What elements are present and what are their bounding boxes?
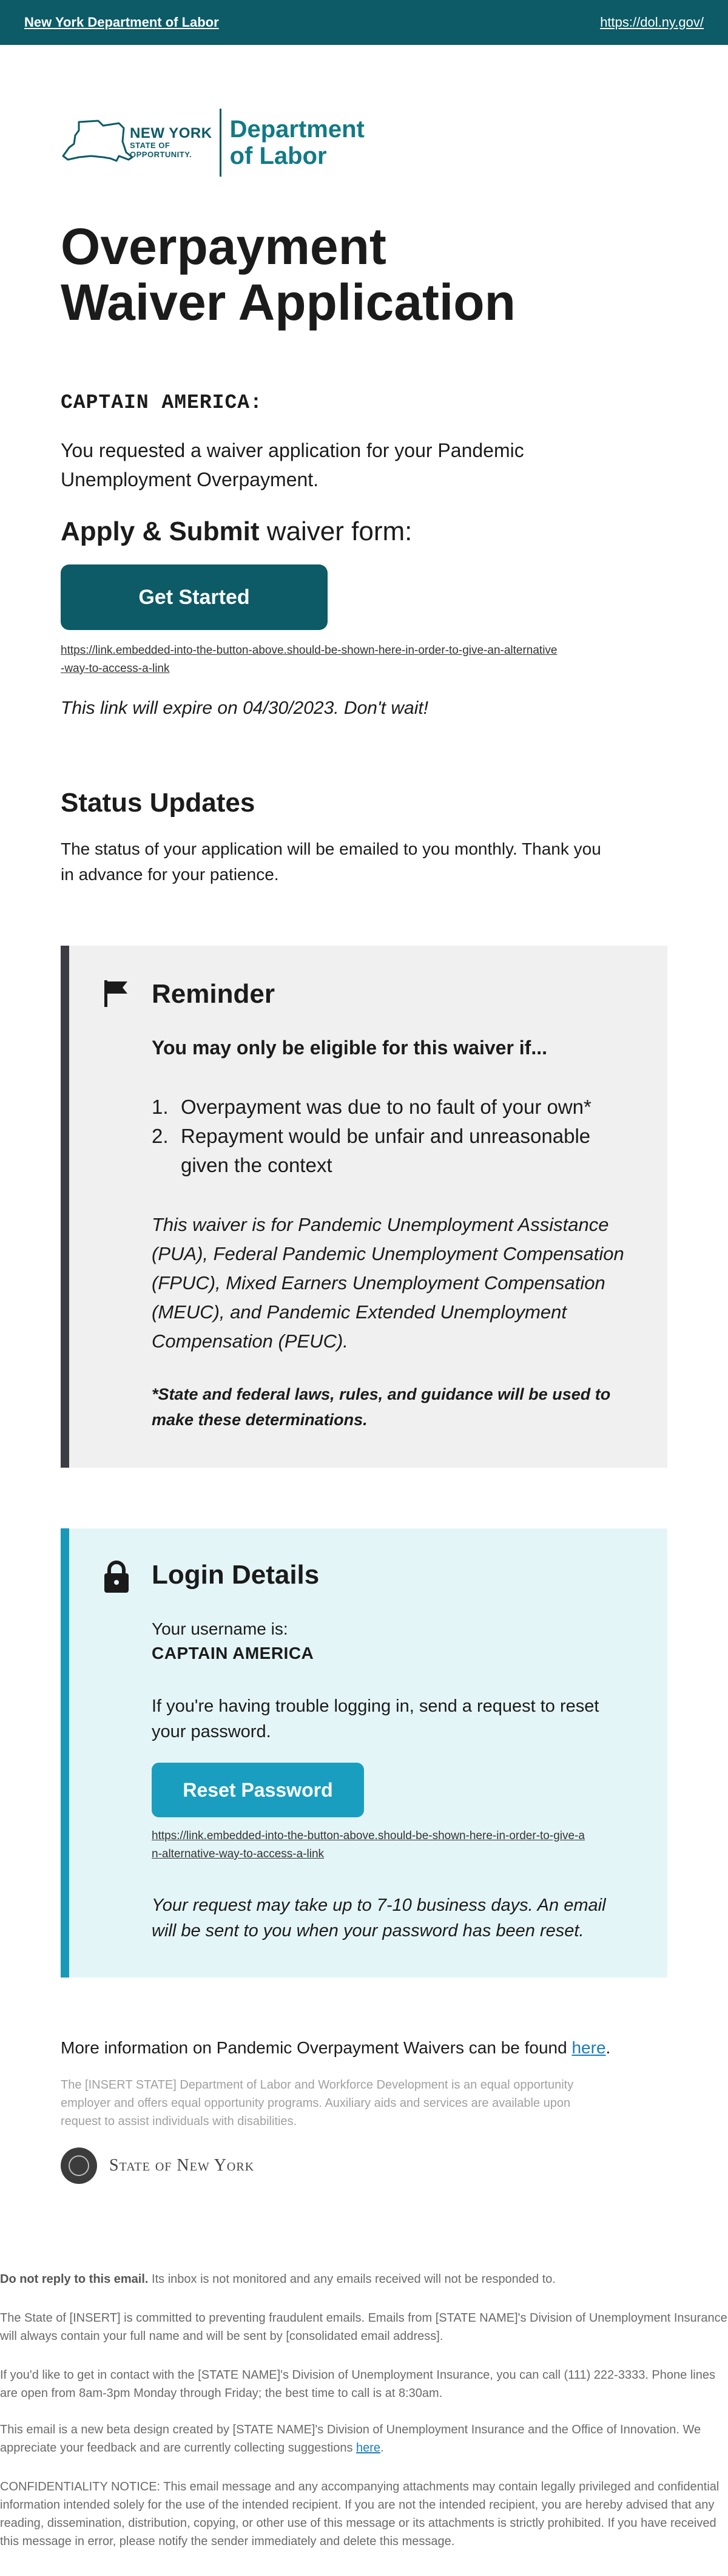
agency-link[interactable]: New York Department of Labor bbox=[24, 15, 219, 30]
apply-heading bbox=[61, 515, 667, 549]
apply-rest: waiver form: bbox=[259, 517, 413, 546]
top-bar bbox=[0, 0, 728, 45]
title-line-1: Overpayment bbox=[61, 218, 386, 275]
feedback-link[interactable]: here bbox=[356, 2441, 381, 2455]
list-item-number: 2. bbox=[152, 1125, 169, 1147]
more-info-link[interactable]: here bbox=[571, 2038, 606, 2057]
login-heading: Login Details bbox=[152, 1560, 320, 1590]
intro-text: You requested a waiver application for your Pandemic Unemployment Overpayment. bbox=[61, 439, 524, 490]
logo-line-2: STATE OF bbox=[130, 141, 170, 150]
fraud-notice: The State of [INSERT] is committed to preventing fraudulent emails. Emails from [STATE NAME]'s Division of Unemployment Insurance will always contain your full name and will be sent by [consolidated email address]. bbox=[0, 2311, 727, 2343]
username-label: Your username is: bbox=[152, 1619, 288, 1638]
list-item bbox=[152, 1122, 613, 1180]
trouble-text: If you're having trouble logging in, send a request to reset your password. bbox=[152, 1696, 599, 1741]
no-reply-notice bbox=[0, 2270, 728, 2288]
list-item-text: Overpayment was due to no fault of your own* bbox=[181, 1096, 592, 1118]
dol-wordmark bbox=[230, 116, 365, 169]
eoe-statement: The [INSERT STATE] Department of Labor and Workforce Development is an equal opportunity employer and offers equal opportunity programs. Auxiliary aids and services are available upon request to assist individuals with disabilities. bbox=[61, 2078, 574, 2128]
logo-line-3: OPPORTUNITY. bbox=[130, 150, 192, 159]
get-started-button[interactable]: Get Started bbox=[61, 564, 328, 630]
reset-note: Your request may take up to 7-10 business days. An email will be sent to you when your password has been reset. bbox=[152, 1896, 606, 1940]
logo-divider bbox=[220, 109, 221, 177]
eligibility-list bbox=[152, 1093, 613, 1180]
beta-notice bbox=[0, 2421, 728, 2457]
dol-line-1: Department bbox=[229, 116, 365, 143]
confidentiality-notice: CONFIDENTIALITY NOTICE: This email message and any accompanying attachments may contain legally privileged and confidential information intended solely for the use of the intended recipient. If you are not the intended recipient, you are hereby advised that any reading, dissemination, distribution, copying, or other use of this message or its attachments is strictly prohibited. If you have received this message in error, please notify the sender immediately and delete this message. bbox=[0, 2480, 720, 2548]
program-note: This waiver is for Pandemic Unemployment Assistance (PUA), Federal Pandemic Unemployment Compensation (FPUC), Mixed Earners Unemployment Compensation (MEUC), and Pandemic Extended Unemployment Compensation (PEUC). bbox=[152, 1214, 624, 1352]
more-info-end: . bbox=[605, 2038, 611, 2057]
title-line-2: Waiver Application bbox=[61, 274, 516, 331]
beta-end: . bbox=[380, 2441, 384, 2455]
fallback-link[interactable]: https://link.embedded-into-the-button-above.should-be-shown-here-in-order-to-give-an-alternative-way-to-access-a-link bbox=[61, 644, 558, 675]
more-info-text: More information on Pandemic Overpayment Waivers can be found bbox=[61, 2038, 572, 2057]
reminder-panel bbox=[61, 946, 667, 1468]
flag-icon bbox=[103, 979, 130, 1008]
state-name: State of New York bbox=[109, 2156, 255, 2175]
new-york-state-map-icon bbox=[61, 117, 133, 168]
nydol-logo bbox=[61, 106, 667, 179]
login-panel bbox=[61, 1528, 667, 1978]
state-logo bbox=[61, 2147, 667, 2184]
contact-notice: If you'd like to get in contact with the [STATE NAME]'s Division of Unemployment Insurance, you can call (111) 222-3333. Phone lines are open from 8am-3pm Monday through Friday; the best time to call is at 8:30am. bbox=[0, 2368, 715, 2400]
list-item-text: Repayment would be unfair and unreasonable given the context bbox=[181, 1125, 591, 1176]
apply-bold: Apply & Submit bbox=[61, 517, 260, 546]
nys-wordmark bbox=[130, 126, 212, 159]
reminder-heading: Reminder bbox=[152, 979, 275, 1009]
recipient-name: CAPTAIN AMERICA: bbox=[61, 391, 263, 414]
dol-line-2: of Labor bbox=[229, 143, 327, 169]
page-title bbox=[61, 219, 607, 330]
lock-icon bbox=[103, 1560, 130, 1594]
state-seal-icon bbox=[61, 2147, 97, 2184]
reset-fallback-link[interactable]: https://link.embedded-into-the-button-above.should-be-shown-here-in-order-to-give-an-alternative-way-to-access-a-link bbox=[152, 1829, 585, 1860]
no-reply-rest: Its inbox is not monitored and any emails received will not be responded to. bbox=[148, 2273, 556, 2286]
list-item bbox=[152, 1093, 613, 1122]
site-url-link[interactable]: https://dol.ny.gov/ bbox=[600, 15, 704, 30]
logo-line-1: NEW YORK bbox=[130, 125, 212, 141]
status-heading: Status Updates bbox=[61, 788, 255, 818]
reset-password-button[interactable]: Reset Password bbox=[152, 1763, 364, 1817]
username-value: CAPTAIN AMERICA bbox=[152, 1644, 314, 1663]
more-info bbox=[61, 2038, 667, 2058]
reminder-subheading: You may only be eligible for this waiver if... bbox=[152, 1037, 547, 1059]
beta-text: This email is a new beta design created by [STATE NAME]'s Division of Unemployment Insurance and the Office of Innovation. We appreciate your feedback and are currently collecting suggestions bbox=[0, 2423, 701, 2455]
expire-note: This link will expire on 04/30/2023. Don't wait! bbox=[61, 698, 429, 718]
status-body: The status of your application will be emailed to you monthly. Thank you in advance for your patience. bbox=[61, 839, 601, 884]
list-item-number: 1. bbox=[152, 1096, 169, 1118]
no-reply-bold: Do not reply to this email. bbox=[0, 2273, 149, 2286]
law-note: *State and federal laws, rules, and guidance will be used to make these determinations. bbox=[152, 1385, 611, 1429]
